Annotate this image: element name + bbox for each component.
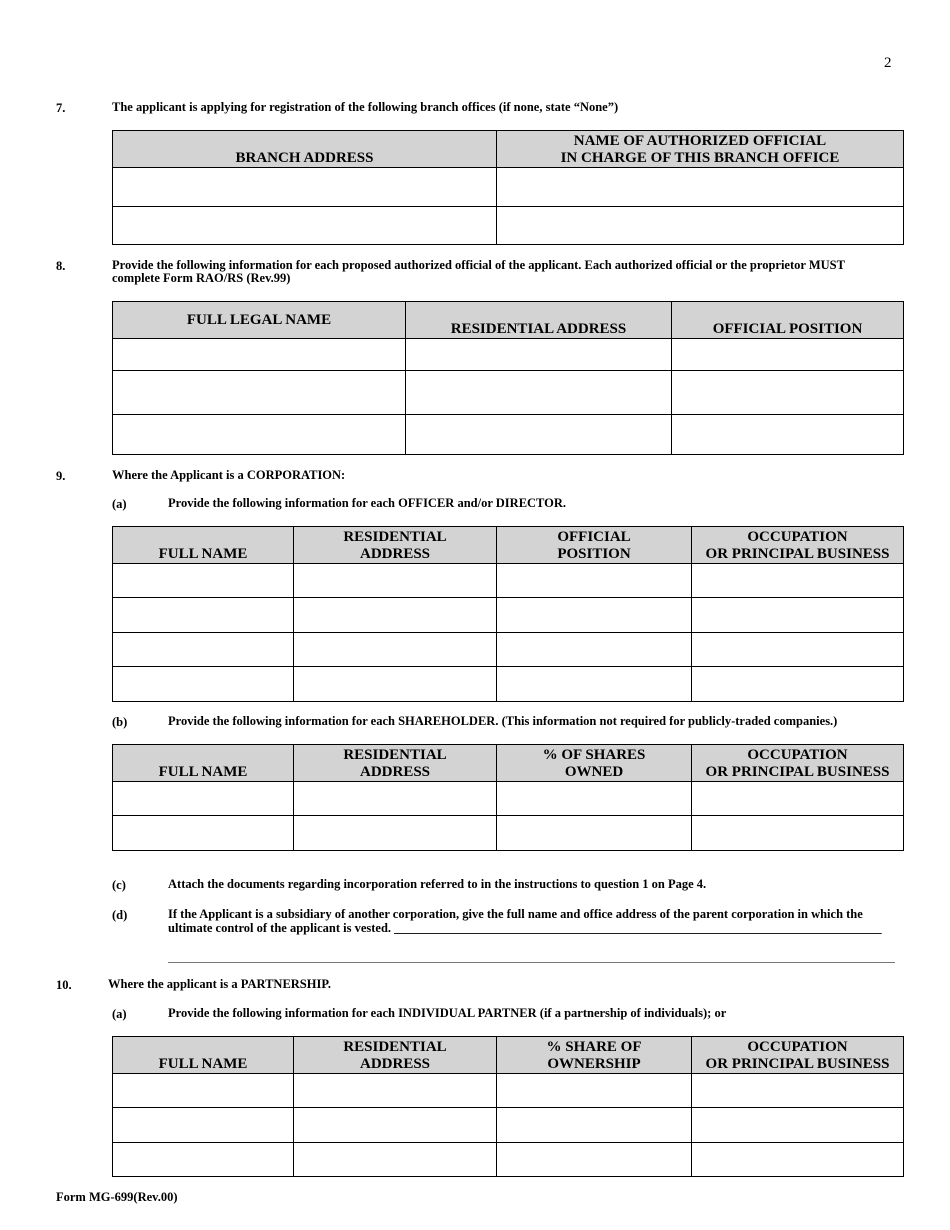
table-cell[interactable] [113, 1074, 294, 1108]
table-cell[interactable] [113, 415, 406, 455]
table-cell[interactable] [692, 1074, 904, 1108]
q9d-label: (d) [112, 908, 128, 922]
q10-text: Where the applicant is a PARTNERSHIP. [108, 977, 331, 991]
table-cell[interactable] [113, 633, 294, 667]
col-residential-address: RESIDENTIAL ADDRESS [406, 302, 672, 339]
table-cell[interactable] [294, 633, 497, 667]
col-official-position: OFFICIAL POSITION [497, 527, 692, 564]
q10a-label: (a) [112, 1007, 127, 1021]
col-residential-address: RESIDENTIAL ADDRESS [294, 745, 497, 782]
col-occupation: OCCUPATION OR PRINCIPAL BUSINESS [692, 745, 904, 782]
table-cell[interactable] [692, 782, 904, 816]
q9c-label: (c) [112, 878, 126, 892]
q7-text: The applicant is applying for registration of the following branch offices (if none, state “None”) [112, 100, 619, 114]
col-residential-address: RESIDENTIAL ADDRESS [294, 527, 497, 564]
table-cell[interactable] [497, 667, 692, 702]
table-cell[interactable] [672, 339, 904, 371]
table-cell[interactable] [113, 1108, 294, 1143]
col-residential-address: RESIDENTIAL ADDRESS [294, 1037, 497, 1074]
q9d-text-line1: If the Applicant is a subsidiary of another corporation, give the full name and office address of the parent corporation in which the [168, 907, 863, 921]
table-cell[interactable] [113, 667, 294, 702]
table-cell[interactable] [294, 1108, 497, 1143]
col-occupation: OCCUPATION OR PRINCIPAL BUSINESS [692, 527, 904, 564]
table-cell[interactable] [497, 1143, 692, 1177]
table-cell[interactable] [406, 339, 672, 371]
table-cell[interactable] [692, 1143, 904, 1177]
col-full-name: FULL NAME [113, 745, 294, 782]
table-cell[interactable] [113, 207, 497, 245]
table-cell[interactable] [497, 816, 692, 851]
shareholders-table [112, 744, 904, 851]
col-shares-owned: % OF SHARES OWNED [497, 745, 692, 782]
table-cell[interactable] [406, 415, 672, 455]
table-cell[interactable] [692, 1108, 904, 1143]
q9b-text: Provide the following information for each SHAREHOLDER. (This information not required for publicly-traded companies.) [168, 714, 838, 728]
table-cell[interactable] [497, 1074, 692, 1108]
table-cell[interactable] [497, 168, 904, 207]
table-cell[interactable] [692, 564, 904, 598]
partners-table [112, 1036, 904, 1177]
q10a-text: Provide the following information for each INDIVIDUAL PARTNER (if a partnership of individuals); or [168, 1006, 727, 1020]
q9d-text-line2: ultimate control of the applicant is vested. ______________________________________________________________________________ [168, 922, 882, 935]
table-cell[interactable] [113, 339, 406, 371]
q9c-text: Attach the documents regarding incorporation referred to in the instructions to question 1 on Page 4. [168, 877, 707, 891]
table-cell[interactable] [692, 633, 904, 667]
table-cell[interactable] [294, 782, 497, 816]
table-cell[interactable] [113, 371, 406, 415]
table-cell[interactable] [497, 1108, 692, 1143]
q9a-text: Provide the following information for each OFFICER and/or DIRECTOR. [168, 496, 567, 510]
q7-number: 7. [56, 101, 66, 115]
table-cell[interactable] [294, 598, 497, 633]
q9-number: 9. [56, 469, 66, 483]
q8-number: 8. [56, 259, 66, 273]
table-cell[interactable] [294, 1074, 497, 1108]
col-official-position: OFFICIAL POSITION [672, 302, 904, 339]
col-full-legal-name: FULL LEGAL NAME [113, 302, 406, 339]
table-cell[interactable] [113, 782, 294, 816]
col-occupation: OCCUPATION OR PRINCIPAL BUSINESS [692, 1037, 904, 1074]
q8-text-line2: complete Form RAO/RS (Rev.99) [112, 271, 291, 285]
q10-number: 10. [56, 978, 72, 992]
col-full-name: FULL NAME [113, 1037, 294, 1074]
table-cell[interactable] [113, 168, 497, 207]
table-cell[interactable] [113, 816, 294, 851]
q9-text: Where the Applicant is a CORPORATION: [112, 468, 346, 482]
table-cell[interactable] [294, 667, 497, 702]
table-cell[interactable] [672, 371, 904, 415]
table-cell[interactable] [497, 633, 692, 667]
form-footer: Form MG-699(Rev.00) [56, 1190, 178, 1204]
officers-directors-table [112, 526, 904, 702]
table-cell[interactable] [113, 564, 294, 598]
branch-offices-table [112, 130, 904, 245]
table-cell[interactable] [497, 207, 904, 245]
table-cell[interactable] [672, 415, 904, 455]
q8-text-line1: Provide the following information for each proposed authorized official of the applicant. Each authorized official or the proprietor MUST [112, 258, 845, 272]
page-number: 2 [884, 55, 892, 71]
q9b-label: (b) [112, 715, 128, 729]
table-cell[interactable] [497, 564, 692, 598]
col-authorized-official: NAME OF AUTHORIZED OFFICIAL IN CHARGE OF THIS BRANCH OFFICE [497, 131, 904, 168]
table-cell[interactable] [294, 564, 497, 598]
table-cell[interactable] [294, 1143, 497, 1177]
col-share-of-ownership: % SHARE OF OWNERSHIP [497, 1037, 692, 1074]
table-cell[interactable] [113, 1143, 294, 1177]
table-cell[interactable] [692, 667, 904, 702]
authorized-officials-table [112, 301, 904, 455]
table-cell[interactable] [113, 598, 294, 633]
table-cell[interactable] [406, 371, 672, 415]
answer-line[interactable] [168, 962, 895, 963]
table-cell[interactable] [294, 816, 497, 851]
q9a-label: (a) [112, 497, 127, 511]
table-cell[interactable] [497, 598, 692, 633]
col-full-name: FULL NAME [113, 527, 294, 564]
table-cell[interactable] [692, 598, 904, 633]
col-branch-address: BRANCH ADDRESS [113, 131, 497, 168]
table-cell[interactable] [692, 816, 904, 851]
table-cell[interactable] [497, 782, 692, 816]
